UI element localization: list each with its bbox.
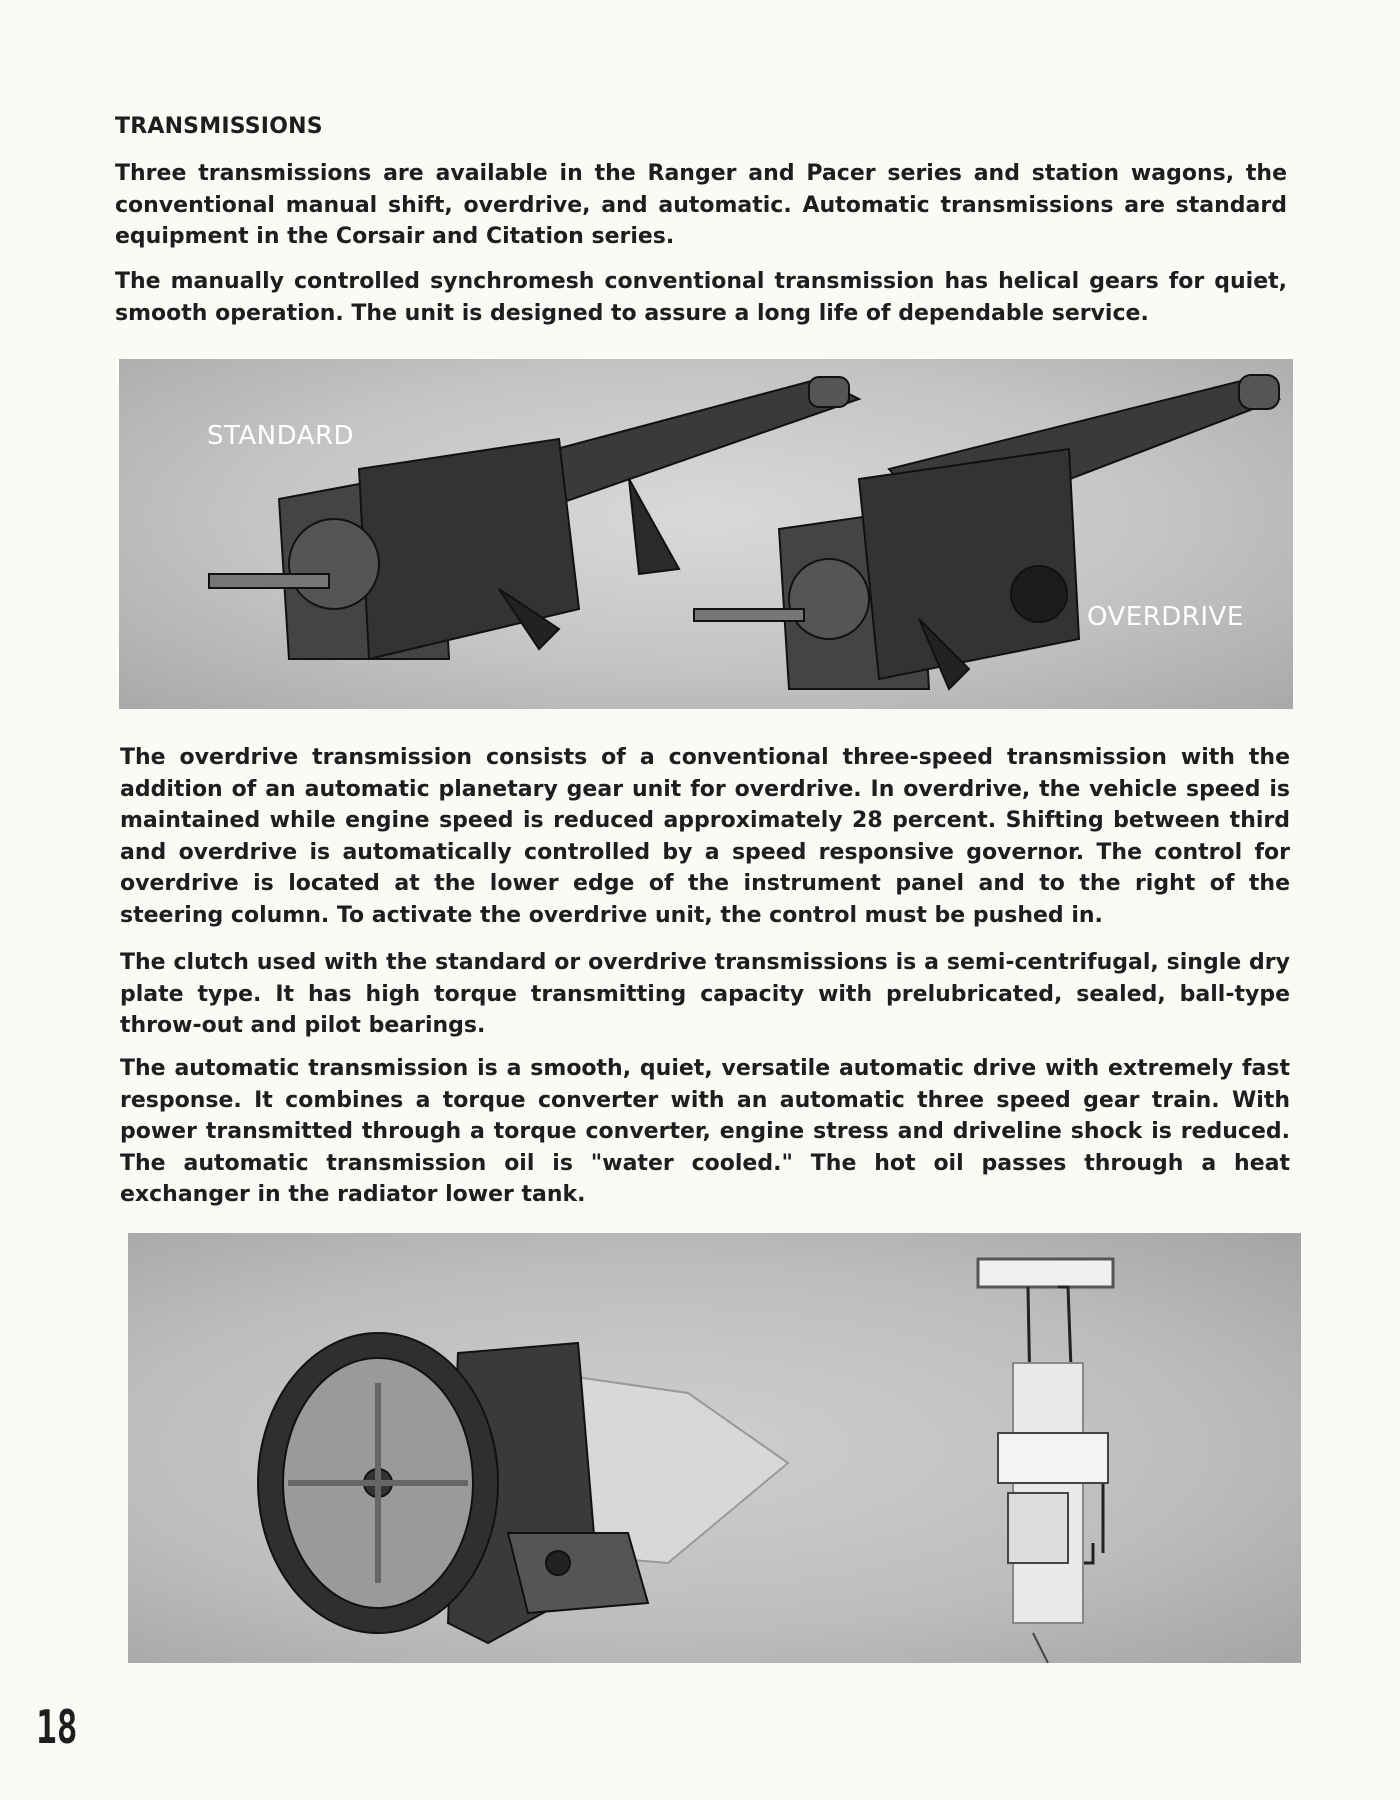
section-heading: TRANSMISSIONS xyxy=(115,114,323,139)
paragraph-clutch: The clutch used with the standard or overdrive transmissions is a semi-centrifugal, single dry plate type. It has high torque transmitting capacity with prelubricated, sealed, ball-type throw-out and pilot bearings. xyxy=(120,950,1290,1038)
transmissions-illustration xyxy=(119,359,1293,709)
photo-standard-and-overdrive-transmissions xyxy=(119,359,1293,709)
paragraph-synchromesh: The manually controlled synchromesh conventional transmission has helical gears for quiet, smooth operation. The unit is designed to assure a long life of dependable service. xyxy=(115,269,1287,326)
label-overdrive: OVERDRIVE xyxy=(1087,602,1244,632)
photo-automatic-transmission-and-cooler xyxy=(128,1233,1301,1663)
page-number: 18 xyxy=(36,1700,78,1754)
label-standard: STANDARD xyxy=(207,421,355,451)
oil-cooler-diagram xyxy=(978,1259,1113,1663)
paragraph-overdrive: The overdrive transmission consists of a conventional three-speed transmission with the addition of an automatic planetary gear unit for overdrive. In overdrive, the vehicle speed is maintained while engine speed is reduced approximately 28 percent. Shifting between third and overdrive is automatically controlled by a speed responsive governor. The control for overdrive is located at the lower edge of the instrument panel and to the right of the steering column. To activate the overdrive unit, the control must be pushed in. xyxy=(120,745,1290,928)
paragraph-automatic: The automatic transmission is a smooth, quiet, versatile automatic drive with extremely fast response. It combines a torque converter with an automatic three speed gear train. With power transmitted through a torque converter, engine stress and driveline shock is reduced. The automatic transmission oil is "water cooled." The hot oil passes through a heat exchanger in the radiator lower tank. xyxy=(120,1056,1290,1207)
automatic-transmission-drawing xyxy=(258,1333,788,1643)
automatic-transmission-illustration xyxy=(128,1233,1301,1663)
paragraph-transmissions-available: Three transmissions are available in the Ranger and Pacer series and station wagons, the conventional manual shift, overdrive, and automatic. Automatic transmissions are standard equipment in the Corsair and Citation series. xyxy=(115,161,1287,249)
